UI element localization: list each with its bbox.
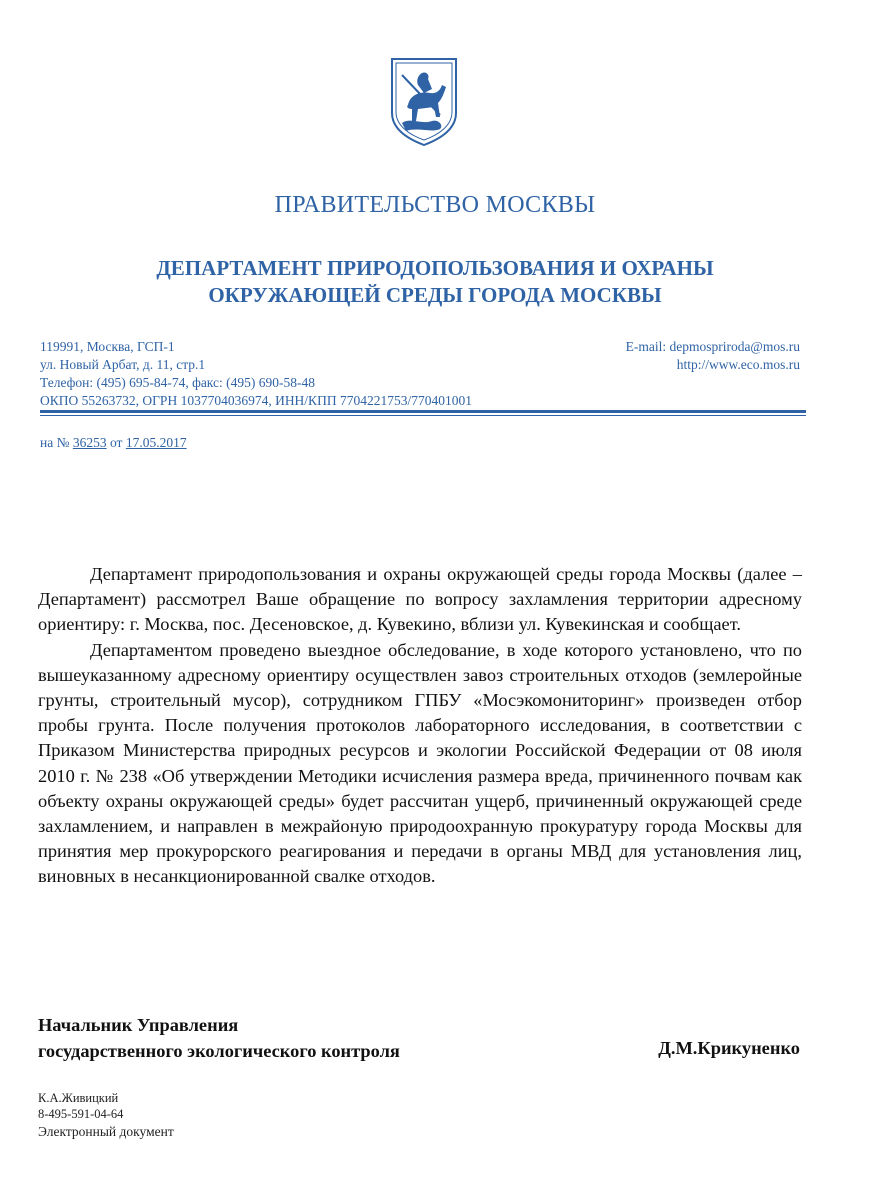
address-line: 119991, Москва, ГСП-1 [40,339,175,354]
reference-from: от [109,435,123,450]
letter-body [38,562,802,890]
address-block [40,338,472,410]
registration-codes-line: ОКПО 55263732, ОГРН 1037704036974, ИНН/КПП 7704221753/770401001 [40,393,472,408]
email-text: E-mail: depmospriroda@mos.ru [625,339,800,354]
executor-name: К.А.Живицкий [38,1091,119,1105]
contacts-block [626,338,800,374]
position-line2: государственного экологического контроля [38,1041,400,1061]
government-title: ПРАВИТЕЛЬСТВО МОСКВЫ [274,192,596,218]
address-line: ул. Новый Арбат, д. 11, стр.1 [40,357,206,372]
reference-line [40,435,187,451]
moscow-coat-of-arms-icon [388,55,460,147]
reference-prefix: на № [40,435,70,450]
executor-block [38,1090,174,1140]
signatory-name: Д.М.Крикуненко [658,1038,800,1058]
header-divider-thin [40,415,806,416]
department-title-line2: ОКРУЖАЮЩЕЙ СРЕДЫ ГОРОДА МОСКВЫ [208,283,662,307]
website-text: http://www.eco.mos.ru [676,357,800,372]
electronic-document-note: Электронный документ [38,1124,174,1139]
header-divider-thick [40,410,806,413]
reference-date: 17.05.2017 [125,435,187,450]
position-line1: Начальник Управления [38,1015,239,1035]
department-title [0,255,870,309]
executor-phone: 8-495-591-04-64 [38,1107,124,1121]
reference-number: 36253 [72,435,107,450]
body-paragraph-1: Департамент природопользования и охраны окружающей среды города Москвы (далее – Департамент) рассмотрел Ваше обращение по вопросу захламления территории адресному ориентиру: г. Москва, пос. Десеновское, д. Кувекино, вблизи ул. Кувекинская и сообщает. [38,564,802,635]
department-title-line1: ДЕПАРТАМЕНТ ПРИРОДОПОЛЬЗОВАНИЯ И ОХРАНЫ [156,256,714,280]
signatory-position [38,1012,400,1064]
body-paragraph-2: Департаментом проведено выездное обследование, в ходе которого установлено, что по вышеуказанному адресному ориентиру осуществлен завоз строительных отходов (землеройные грунты, строительный мусор), сотрудником ГПБУ «Мосэкомониторинг» произведен отбор пробы грунта. После получения протоколов лабораторного исследования, в соответствии с Приказом Министерства природных ресурсов и экологии Российской Федерации от 08 июля 2010 г. № 238 «Об утверждении Методики исчисления размера вреда, причиненного почвам как объекту охраны окружающей среды» будет рассчитан ущерб, причиненный окружающей среде захламлением, и направлен в межрайоную природоохранную прокуратуру города Москвы для принятия мер прокурорского реагирования и передачи в органы МВД для установления лиц, виновных в несанкционированной свалке отходов. [38,639,802,887]
phone-fax-line: Телефон: (495) 695-84-74, факс: (495) 690-58-48 [40,375,316,390]
